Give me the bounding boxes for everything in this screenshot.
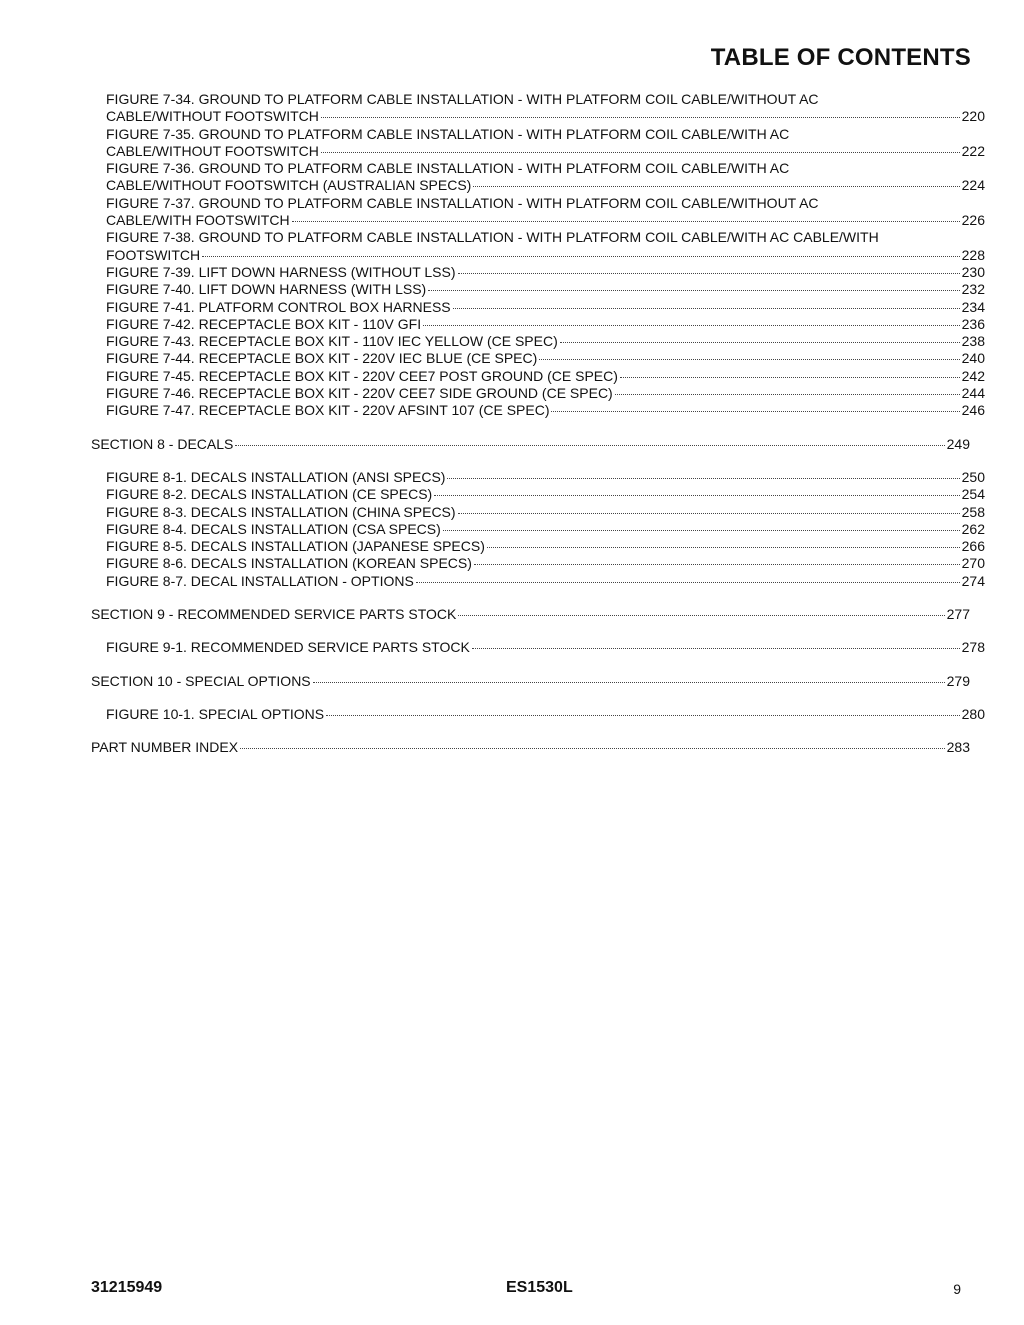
- toc-page-number: 242: [961, 367, 985, 384]
- toc-page-number: 274: [961, 572, 985, 589]
- toc-section-title: SECTION 9 - RECOMMENDED SERVICE PARTS STOCK: [91, 606, 457, 623]
- toc-page-number: 240: [961, 350, 985, 367]
- dot-leader: [539, 358, 959, 360]
- toc-page-number: 283: [946, 739, 970, 756]
- toc-page-number: 236: [961, 315, 985, 332]
- toc-entry-figure-7-45[interactable]: [0, 368, 1024, 385]
- toc-entry-section-8[interactable]: [0, 436, 1024, 453]
- dot-leader: [551, 410, 959, 412]
- toc-entry-title: FIGURE 7-44. RECEPTACLE BOX KIT - 220V IEC BLUE (CE SPEC): [106, 350, 538, 367]
- toc-page-number: 226: [961, 212, 985, 229]
- dot-leader: [235, 444, 944, 446]
- dot-leader: [487, 546, 960, 548]
- dot-leader: [447, 477, 959, 479]
- toc-entry-figure-10-1[interactable]: [0, 706, 1024, 723]
- toc-page-number: 279: [946, 672, 970, 689]
- toc-page-number: 222: [961, 142, 985, 159]
- toc-entry-title-line1: FIGURE 7-38. GROUND TO PLATFORM CABLE INSTALLATION - WITH PLATFORM COIL CABLE/WITH AC CABLE/WITH: [106, 229, 879, 246]
- toc-section-title: PART NUMBER INDEX: [91, 739, 239, 756]
- toc-entry-title: FIGURE 7-46. RECEPTACLE BOX KIT - 220V CEE7 SIDE GROUND (CE SPEC): [106, 385, 613, 402]
- toc-entry-title: FIGURE 7-42. RECEPTACLE BOX KIT - 110V GFI: [106, 315, 422, 332]
- dot-leader: [416, 581, 960, 583]
- toc-page-number: 246: [961, 402, 985, 419]
- toc-entry-title: FIGURE 7-47. RECEPTACLE BOX KIT - 220V AFSINT 107 (CE SPEC): [106, 402, 550, 419]
- toc-entry-figure-7-36[interactable]: [0, 160, 1024, 195]
- toc-page-number: 244: [961, 385, 985, 402]
- toc-page-number: 277: [946, 606, 970, 623]
- toc-page-number: 234: [961, 298, 985, 315]
- page-title: TABLE OF CONTENTS: [710, 44, 971, 71]
- toc-entry-title-line1: FIGURE 7-34. GROUND TO PLATFORM CABLE INSTALLATION - WITH PLATFORM COIL CABLE/WITHOUT AC: [106, 91, 819, 107]
- footer-doc-number: 31215949: [91, 1279, 163, 1296]
- dot-leader: [474, 563, 960, 565]
- toc-entry-figure-7-34[interactable]: [0, 91, 1024, 126]
- dot-leader: [443, 529, 960, 531]
- dot-leader: [458, 614, 944, 616]
- toc-entry-title-line2: CABLE/WITHOUT FOOTSWITCH: [106, 108, 319, 125]
- dot-leader: [240, 747, 945, 749]
- toc-entry-figure-7-46[interactable]: [0, 385, 1024, 402]
- toc-entry-figure-8-6[interactable]: [0, 555, 1024, 572]
- toc-entry-title: FIGURE 7-41. PLATFORM CONTROL BOX HARNESS: [106, 298, 451, 315]
- toc-entry-figure-7-40[interactable]: [0, 281, 1024, 298]
- toc-entry-title: FIGURE 7-40. LIFT DOWN HARNESS (WITH LSS): [106, 281, 427, 298]
- toc-page-number: 270: [961, 555, 985, 572]
- toc-entry-title: FIGURE 8-5. DECALS INSTALLATION (JAPANESE SPECS): [106, 538, 485, 555]
- toc-entry-title: FIGURE 9-1. RECOMMENDED SERVICE PARTS STOCK: [106, 639, 470, 656]
- toc-page-number: 220: [961, 108, 985, 125]
- toc-entry-title: FIGURE 8-7. DECAL INSTALLATION - OPTIONS: [106, 572, 414, 589]
- dot-leader: [453, 307, 960, 309]
- toc-entry-figure-8-2[interactable]: [0, 486, 1024, 503]
- toc-entry-figure-7-44[interactable]: [0, 350, 1024, 367]
- dot-leader: [458, 512, 960, 514]
- toc-entry-figure-7-47[interactable]: [0, 402, 1024, 419]
- toc-page-number: 250: [961, 468, 985, 485]
- toc-entry-figure-7-43[interactable]: [0, 333, 1024, 350]
- toc-entry-section-10[interactable]: [0, 673, 1024, 690]
- dot-leader: [423, 324, 960, 326]
- dot-leader: [560, 341, 960, 343]
- toc-page-number: 254: [961, 486, 985, 503]
- toc-entry-figure-8-4[interactable]: [0, 521, 1024, 538]
- table-of-contents: [0, 91, 1024, 757]
- dot-leader: [313, 681, 945, 683]
- footer-page-number: 9: [953, 1281, 961, 1297]
- toc-page-number: 228: [961, 246, 985, 263]
- toc-entry-title: FIGURE 8-4. DECALS INSTALLATION (CSA SPECS): [106, 520, 441, 537]
- toc-entry-figure-7-35[interactable]: [0, 126, 1024, 161]
- toc-page-number: 266: [961, 538, 985, 555]
- toc-page-number: 262: [961, 520, 985, 537]
- toc-entry-figure-8-3[interactable]: [0, 504, 1024, 521]
- toc-page-number: 232: [961, 281, 985, 298]
- dot-leader: [428, 289, 959, 291]
- dot-leader: [202, 255, 960, 257]
- toc-entry-figure-7-38[interactable]: [0, 229, 1024, 264]
- dot-leader: [472, 647, 960, 649]
- toc-page-number: 238: [961, 333, 985, 350]
- dot-leader: [321, 116, 960, 118]
- toc-page-number: 258: [961, 503, 985, 520]
- toc-entry-title-line2: CABLE/WITHOUT FOOTSWITCH: [106, 142, 319, 159]
- toc-entry-figure-7-37[interactable]: [0, 195, 1024, 230]
- dot-leader: [434, 494, 959, 496]
- dot-leader: [326, 714, 960, 716]
- dot-leader: [473, 185, 959, 187]
- toc-entry-title-line2: CABLE/WITH FOOTSWITCH: [106, 212, 290, 229]
- toc-page-number: 230: [961, 263, 985, 280]
- toc-entry-figure-8-5[interactable]: [0, 538, 1024, 555]
- dot-leader: [292, 220, 960, 222]
- toc-entry-title: FIGURE 7-43. RECEPTACLE BOX KIT - 110V IEC YELLOW (CE SPEC): [106, 333, 558, 350]
- footer-model: ES1530L: [506, 1279, 573, 1296]
- toc-entry-title-line2: FOOTSWITCH: [106, 246, 201, 263]
- toc-entry-figure-8-1[interactable]: [0, 469, 1024, 486]
- toc-page-number: 249: [946, 435, 970, 452]
- toc-entry-title: FIGURE 8-3. DECALS INSTALLATION (CHINA SPECS): [106, 503, 456, 520]
- toc-entry-title: FIGURE 7-39. LIFT DOWN HARNESS (WITHOUT LSS): [106, 263, 456, 280]
- toc-page-number: 280: [961, 705, 985, 722]
- toc-entry-title: FIGURE 10-1. SPECIAL OPTIONS: [106, 705, 325, 722]
- toc-entry-title: FIGURE 8-6. DECALS INSTALLATION (KOREAN SPECS): [106, 555, 472, 572]
- toc-entry-title-line2: CABLE/WITHOUT FOOTSWITCH (AUSTRALIAN SPECS): [106, 177, 472, 194]
- dot-leader: [321, 151, 960, 153]
- toc-entry-title: FIGURE 7-45. RECEPTACLE BOX KIT - 220V CEE7 POST GROUND (CE SPEC): [106, 367, 618, 384]
- dot-leader: [615, 393, 960, 395]
- dot-leader: [620, 376, 960, 378]
- toc-entry-figure-9-1[interactable]: [0, 639, 1024, 656]
- toc-entry-figure-8-7[interactable]: [0, 573, 1024, 590]
- toc-entry-figure-7-39[interactable]: [0, 264, 1024, 281]
- toc-entry-figure-7-41[interactable]: [0, 299, 1024, 316]
- toc-entry-section-9[interactable]: [0, 606, 1024, 623]
- toc-entry-title-line1: FIGURE 7-36. GROUND TO PLATFORM CABLE INSTALLATION - WITH PLATFORM COIL CABLE/WITH AC: [106, 160, 790, 177]
- toc-entry-figure-7-42[interactable]: [0, 316, 1024, 333]
- toc-entry-title: FIGURE 8-1. DECALS INSTALLATION (ANSI SPECS): [106, 468, 446, 485]
- toc-section-title: SECTION 8 - DECALS: [91, 435, 234, 452]
- toc-page-number: 278: [961, 639, 985, 656]
- toc-page-number: 224: [961, 177, 985, 194]
- toc-entry-title-line1: FIGURE 7-37. GROUND TO PLATFORM CABLE INSTALLATION - WITH PLATFORM COIL CABLE/WITHOUT AC: [106, 194, 819, 211]
- toc-entry-part-number-index[interactable]: [0, 739, 1024, 756]
- toc-entry-title-line1: FIGURE 7-35. GROUND TO PLATFORM CABLE INSTALLATION - WITH PLATFORM COIL CABLE/WITH AC: [106, 125, 790, 142]
- toc-section-title: SECTION 10 - SPECIAL OPTIONS: [91, 672, 311, 689]
- toc-entry-title: FIGURE 8-2. DECALS INSTALLATION (CE SPECS): [106, 486, 433, 503]
- dot-leader: [458, 272, 960, 274]
